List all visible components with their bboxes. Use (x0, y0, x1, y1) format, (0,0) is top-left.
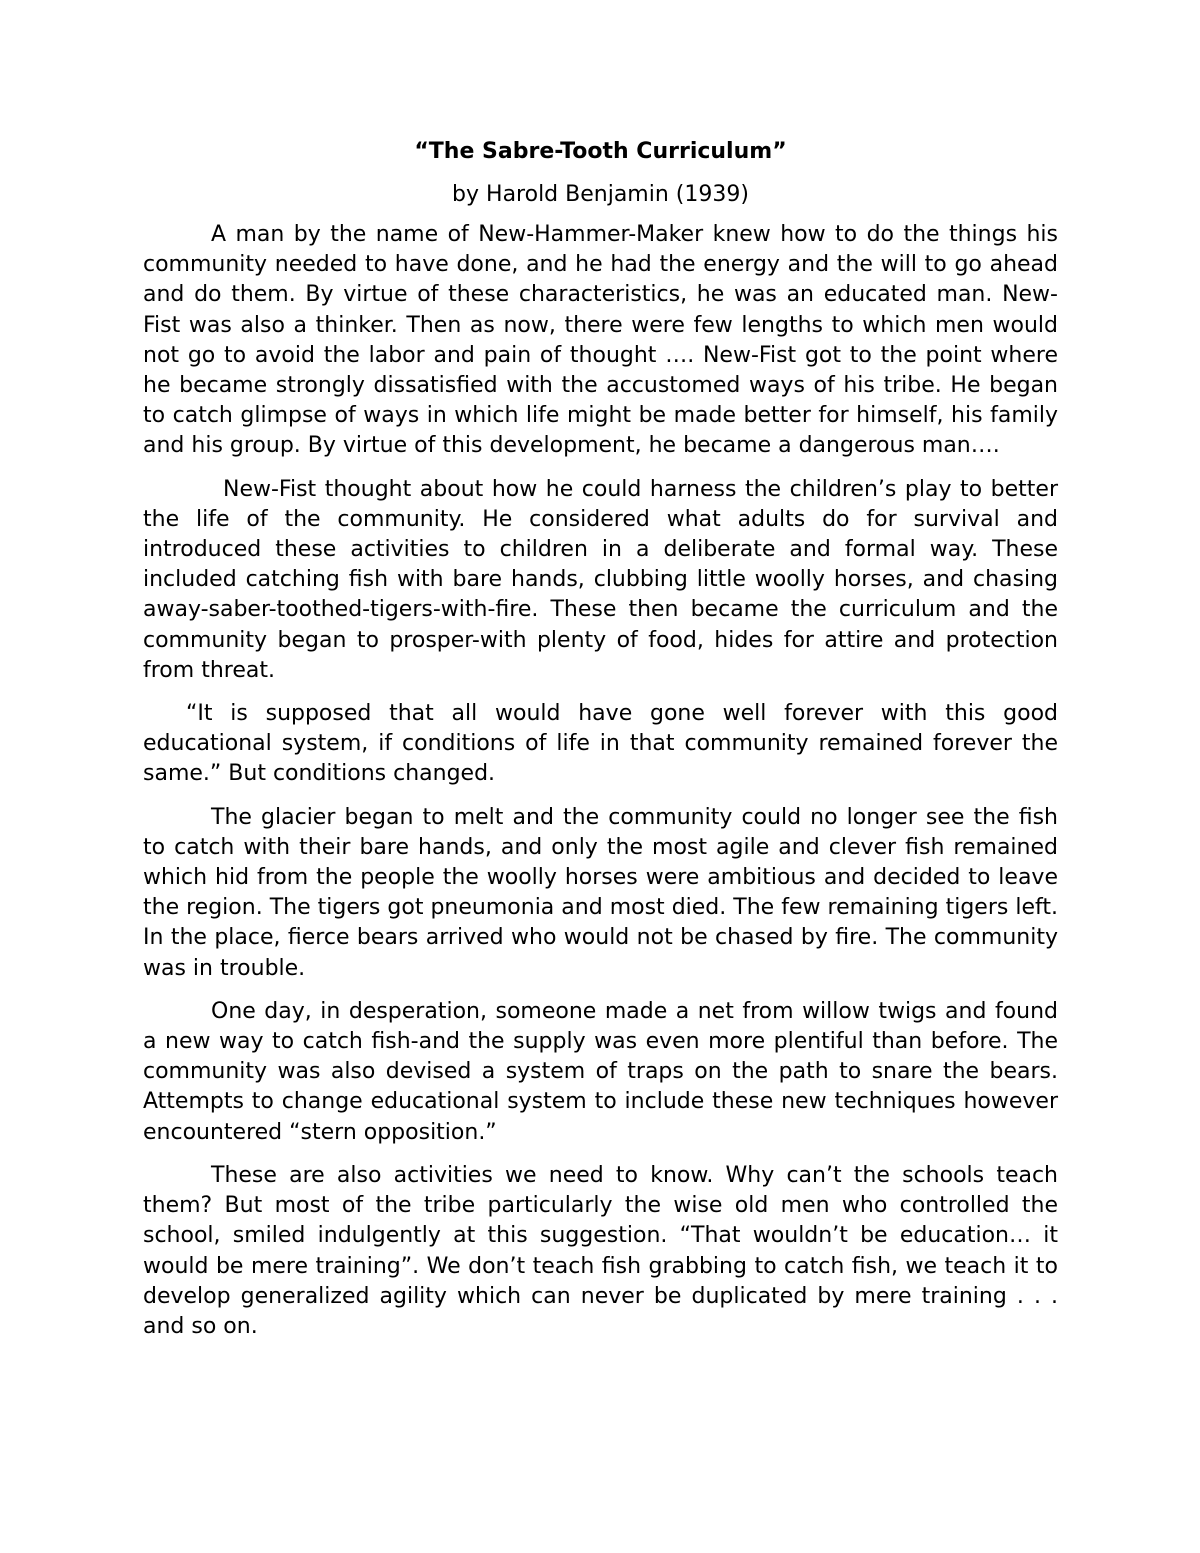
document-title: “The Sabre-Tooth Curriculum” (414, 139, 787, 164)
paragraph-3: “It is supposed that all would have gone well forever with this good educational system, if conditions of life in that community remained forever the same.” But conditions changed. (143, 701, 1058, 787)
paragraph-6: These are also activities we need to know. Why can’t the schools teach them? But most of the tribe particularly the wise old men who controlled the school, smiled indulgently at this suggestion. “That wouldn’t be education… it would be mere training”. We don’t teach fish grabbing to catch fish, we teach it to develop generalized agility which can never be duplicated by mere training . . . and so on. (143, 1162, 1058, 1339)
paragraph-1: A man by the name of New-Hammer-Maker knew how to do the things his community needed to have done, and he had the energy and the will to go ahead and do them. By virtue of these characteristics, he was an educated man. New-Fist was also a thinker. Then as now, there were few lengths to which men would not go to avoid the labor and pain of thought …. New-Fist got to the point where he became strongly dissatisfied with the accustomed ways of his tribe. He began to catch glimpse of ways in which life might be made better for himself, his family and his group. By virtue of this development, he became a dangerous man…. (143, 222, 1058, 459)
paragraph-5: One day, in desperation, someone made a net from willow twigs and found a new way to catch fish-and the supply was even more plentiful than before. The community was also devised a system of traps on the path to snare the bears. Attempts to change educational system to include these new techniques however encountered “stern opposition.” (143, 998, 1058, 1145)
paragraph-4: The glacier began to melt and the community could no longer see the fish to catch with their bare hands, and only the most agile and clever fish remained which hid from the people the woolly horses were ambitious and decided to leave the region. The tigers got pneumonia and most died. The few remaining tigers left. In the place, fierce bears arrived who would not be chased by fire. The community was in trouble. (143, 804, 1058, 981)
document-byline: by Harold Benjamin (1939) (452, 182, 749, 207)
paragraph-2: New-Fist thought about how he could harness the children’s play to better the life of the community. He considered what adults do for survival and introduced these activities to children in a deliberate and formal way. These included catching fish with bare hands, clubbing little woolly horses, and chasing away-saber-toothed-tigers-with-fire. These then became the curriculum and the community began to prosper-with plenty of food, hides for attire and protection from threat. (143, 476, 1058, 683)
document-page (143, 137, 1058, 1342)
